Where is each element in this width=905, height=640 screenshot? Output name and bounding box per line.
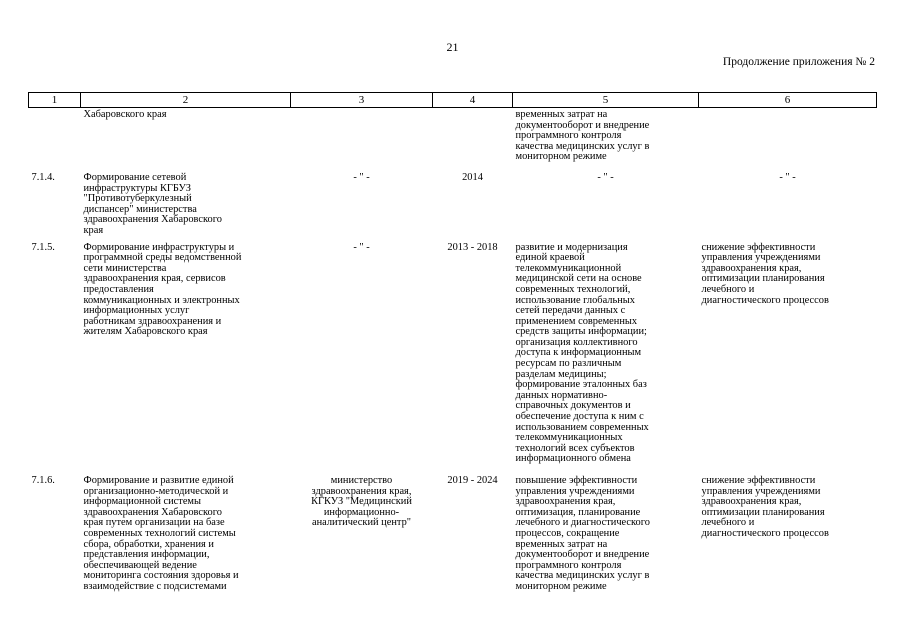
cell-period: 2014 [462, 171, 483, 183]
cell-period: 2013 - 2018 [447, 241, 498, 253]
cell-executor: министерство здравоохранения края, КГКУЗ "Медицинский информационно- аналитический центр" [311, 475, 412, 529]
table-row [29, 475, 877, 593]
cell-period: 2019 - 2024 [447, 475, 498, 486]
cell-consequence: снижение эффективности управления учреждениями здравоохранения края, оптимизации планирования лечебного и диагностического процессов [701, 475, 829, 539]
cell-result: - " - [597, 171, 614, 183]
cell-period [433, 108, 513, 171]
column-header-1: 1 [29, 93, 81, 108]
cell-num: 7.1.4. [31, 171, 55, 183]
table-row [29, 242, 877, 475]
cell-consequence: снижение эффективности управления учреждениями здравоохранения края, оптимизации планирования лечебного и диагностического процессов [701, 241, 829, 306]
cell-executor [291, 108, 433, 171]
table-header-row [29, 93, 877, 108]
appendix-continuation-note: Продолжение приложения № 2 [722, 56, 875, 68]
table-row-continuation [29, 108, 877, 171]
cell-result: развитие и модернизация единой краевой телекоммуникационной медицинской сети на основе современных технологий, использование глобальных сетей передачи данных с применением современных средств защиты информации; организация коллективного доступа к информационным ресурсам по различным разделам медицины; формирование эталонных баз данных нормативно- справочных документов и обеспечение доступа к ним с использованием современных телекоммуникационных технологий всех субъектов информационного обмена [515, 241, 649, 465]
cell-executor: - " - [353, 171, 370, 183]
cell-result: временных затрат на документооборот и внедрение программного контроля качества медицинских услуг в мониторном режиме [515, 109, 650, 163]
column-header-6: 6 [699, 93, 877, 108]
cell-measure: Формирование и развитие единой организационно-методической и информационной системы здравоохранения Хабаровского края путем организации на базе современных технологий системы сбора, обработки, хранения и представления информации, обеспечивающей ведение мониторинга состояния здоровья и взаимодействие с подсистемами [83, 475, 239, 592]
cell-measure: Формирование инфраструктуры и программной среды ведомственной сети министерства здравоохранения края, сервисов предоставления коммуникационных и электронных информационных услуг работникам здравоохранения и жителям Хабаровского края [83, 241, 242, 338]
column-header-3: 3 [291, 93, 433, 108]
cell-num: 7.1.6. [31, 475, 55, 486]
column-header-5: 5 [513, 93, 699, 108]
page-number: 21 [446, 40, 459, 54]
column-header-2: 2 [81, 93, 291, 108]
column-header-4: 4 [433, 93, 513, 108]
cell-executor: - " - [353, 241, 370, 253]
cell-result: повышение эффективности управления учреждениями здравоохранения края, оптимизация, планирование лечебного и диагностического процессов, сокращение временных затрат на документооборот и внедрение программного контроля качества медицинских услуг в мониторном режиме [515, 475, 650, 592]
cell-num [29, 108, 81, 171]
cell-consequence: - " - [779, 171, 796, 183]
measures-table [28, 92, 877, 593]
cell-measure: Хабаровского края [83, 109, 167, 120]
cell-consequence [699, 108, 877, 171]
table-row [29, 171, 877, 242]
cell-num: 7.1.5. [31, 241, 55, 253]
cell-measure: Формирование сетевой инфраструктуры КГБУЗ "Противотуберкулезный диспансер" министерства здравоохранения Хабаровского края [83, 171, 222, 236]
